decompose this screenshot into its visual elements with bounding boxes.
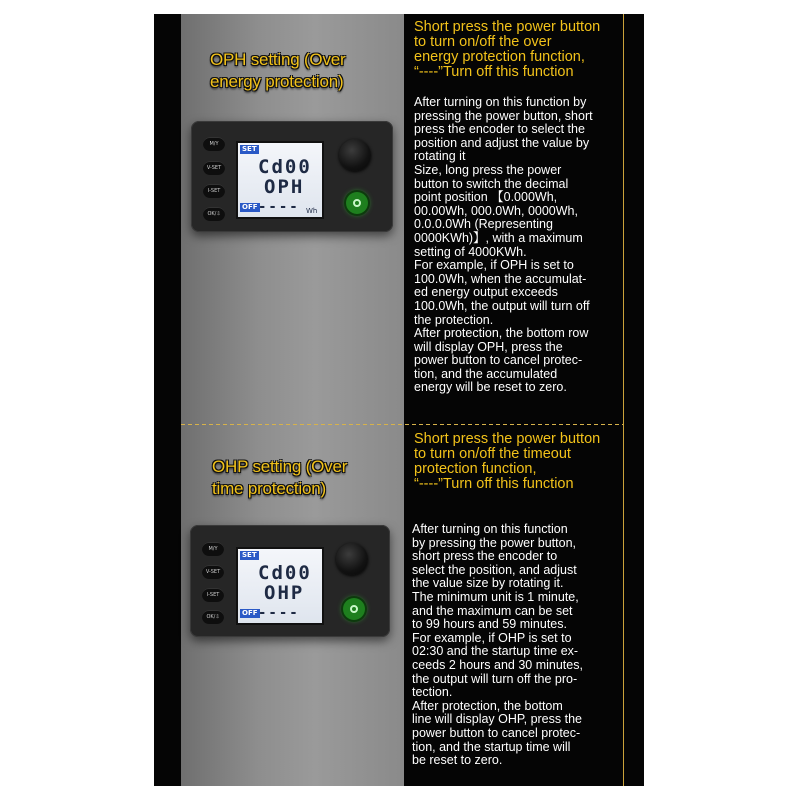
power-button-icon[interactable]	[346, 192, 368, 214]
ohp-device	[190, 525, 390, 637]
m-y-button[interactable]: M/Y	[203, 137, 225, 151]
description-line: by pressing the power button,	[412, 535, 576, 550]
oph-title-line: energy protection)	[210, 72, 344, 91]
description-line: the output will turn off the pro-	[412, 671, 578, 686]
description-line: pressing the power button, short	[414, 108, 593, 123]
description-line: short press the encoder to	[412, 549, 558, 564]
description-line: press the encoder to select the	[414, 122, 585, 137]
ohp-title-line: OHP setting (Over	[212, 457, 348, 476]
lcd-unit: Wh	[306, 207, 318, 215]
ohp-title	[212, 456, 347, 500]
description-line: ed energy output exceeds	[414, 285, 558, 300]
description-line: For example, if OHP is set to	[412, 630, 572, 645]
description-line: position and adjust the value by	[414, 135, 590, 150]
oph-title	[210, 49, 345, 93]
description-line: After protection, the bottom	[412, 698, 563, 713]
off-badge: OFF	[242, 203, 258, 211]
description-line: tion, and the startup time will	[412, 739, 571, 754]
description-line: The minimum unit is 1 minute,	[412, 589, 579, 604]
section-divider	[181, 424, 623, 425]
lcd-screen	[236, 141, 324, 219]
ohp-heading-line: protection function,	[414, 461, 537, 477]
right-border-rule	[623, 14, 624, 786]
oph-description	[414, 96, 593, 395]
i-set-button[interactable]: I-SET	[202, 588, 224, 602]
lcd-line-2: OHP	[264, 582, 305, 604]
oph-device	[191, 121, 393, 232]
off-badge: OFF	[242, 609, 258, 617]
set-badge: SET	[242, 551, 257, 559]
description-line: the protection.	[414, 312, 494, 327]
ohp-title-line: time protection)	[212, 479, 326, 498]
description-line: tection.	[412, 685, 453, 700]
description-line: power button to cancel protec-	[412, 725, 581, 740]
description-line: and the maximum can be set	[412, 603, 573, 618]
description-line: rotating it	[414, 149, 466, 164]
ohp-heading	[414, 432, 600, 492]
power-button-icon[interactable]	[343, 598, 365, 620]
oph-title-line: OPH setting (Over	[210, 50, 346, 69]
description-line: 02:30 and the startup time ex-	[412, 644, 579, 659]
lcd-line-3: ----	[258, 605, 300, 621]
description-line: After protection, the bottom row	[414, 326, 589, 341]
encoder-knob-icon[interactable]	[339, 139, 371, 171]
lcd-line-3: ----	[258, 199, 300, 215]
lcd-line-2: OPH	[264, 176, 305, 198]
description-line: For example, if OPH is set to	[414, 258, 574, 273]
description-line: setting of 4000KWh.	[414, 244, 527, 259]
description-line: 100.0Wh, the output will turn off	[414, 298, 590, 313]
description-line: ceeds 2 hours and 30 minutes,	[412, 657, 583, 672]
encoder-knob-icon[interactable]	[336, 543, 368, 575]
description-line: 00.00Wh, 000.0Wh, 0000Wh,	[414, 203, 578, 218]
description-line: power button to cancel protec-	[414, 353, 583, 368]
description-line: 0000KWh)】, with a maximum	[414, 230, 583, 245]
description-line: After turning on this function	[412, 522, 568, 536]
oph-heading-line: Short press the power button	[414, 19, 601, 35]
description-line: Size, long press the power	[414, 162, 562, 177]
description-line: tion, and the accumulated	[414, 366, 558, 381]
set-badge: SET	[242, 145, 257, 153]
m-y-button[interactable]: M/Y	[202, 542, 224, 556]
oph-heading-line: to turn on/off the over	[414, 34, 552, 50]
ohp-heading-line: “----”Turn off this function	[414, 476, 574, 492]
description-line: 100.0Wh, when the accumulat-	[414, 271, 587, 286]
description-line: select the position, and adjust	[412, 562, 577, 577]
description-line: button to switch the decimal	[414, 176, 569, 191]
oph-heading-line: energy protection function,	[414, 49, 585, 65]
oph-heading-line: “----”Turn off this function	[414, 64, 574, 80]
description-line: energy will be reset to zero.	[414, 380, 567, 395]
v-set-button[interactable]: V-SET	[202, 565, 224, 579]
description-line: After turning on this function by	[414, 95, 587, 109]
ohp-description	[412, 523, 583, 768]
oph-heading	[414, 20, 600, 80]
ohp-heading-line: to turn on/off the timeout	[414, 446, 571, 462]
lcd-line-1: Cd00	[258, 156, 312, 178]
lcd-line-1: Cd00	[258, 562, 312, 584]
lcd-screen	[236, 547, 324, 625]
description-line: line will display OHP, press the	[412, 712, 582, 727]
ok-button[interactable]: OK/⇩	[203, 207, 225, 221]
v-set-button[interactable]: V-SET	[203, 161, 225, 175]
description-line: will display OPH, press the	[414, 339, 563, 354]
i-set-button[interactable]: I-SET	[203, 184, 225, 198]
description-line: to 99 hours and 59 minutes.	[412, 617, 567, 632]
ohp-heading-line: Short press the power button	[414, 431, 601, 447]
description-line: be reset to zero.	[412, 753, 503, 768]
description-line: the value size by rotating it.	[412, 576, 564, 591]
description-line: 0.0.0.0Wh (Representing	[414, 217, 553, 232]
ok-button[interactable]: OK/⇩	[202, 610, 224, 624]
description-line: point position 【0.000Wh,	[414, 190, 558, 205]
